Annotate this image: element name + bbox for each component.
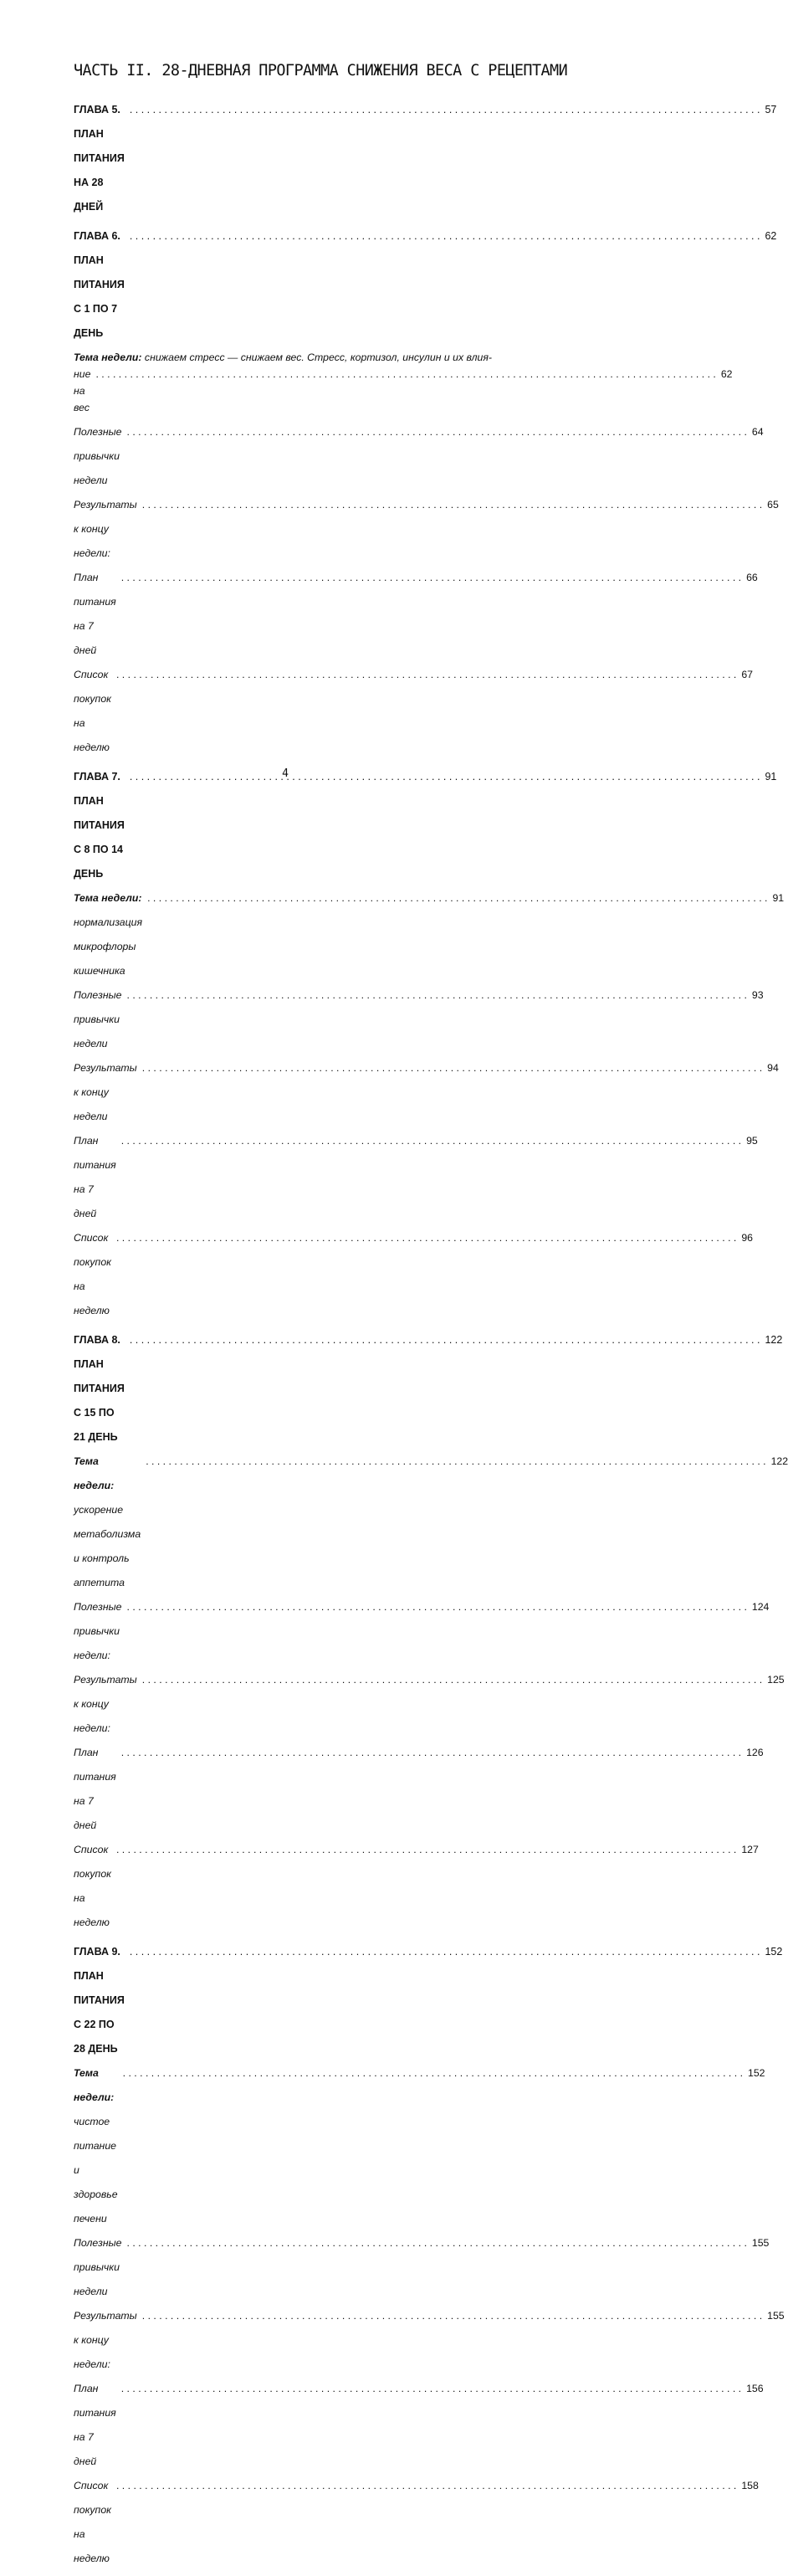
- toc-page-number: 91: [772, 892, 785, 904]
- toc-entry-title: Список покупок на неделю: [74, 2480, 111, 2564]
- toc-page-number: 66: [746, 572, 758, 583]
- leader-dots: [142, 1056, 762, 1080]
- leader-dots: [147, 886, 767, 911]
- toc-entry-habits-week-4[interactable]: [74, 2231, 770, 2304]
- toc-entry-results-week-3[interactable]: [74, 1668, 785, 1741]
- toc-entry-chapter-7[interactable]: [74, 765, 777, 886]
- toc-page-number: 122: [765, 1334, 783, 1346]
- toc-entry-title: План питания на 7 дней: [74, 2383, 116, 2467]
- chapter-8-group: [74, 1328, 788, 1935]
- toc-entry-plan-week-3[interactable]: [74, 1741, 764, 1838]
- toc-entry-habits-week-2[interactable]: [74, 983, 764, 1056]
- leader-dots: [121, 1741, 741, 1765]
- leader-dots: [130, 1940, 760, 1964]
- leader-dots: [116, 663, 736, 687]
- toc-page-number: 64: [751, 426, 764, 438]
- chapter-9-group: [74, 1940, 785, 2571]
- leader-dots: [116, 1838, 736, 1862]
- toc-entry-chapter-5[interactable]: [74, 98, 777, 219]
- toc-entry-shopping-week-3[interactable]: [74, 1838, 759, 1935]
- theme-line-1: [74, 349, 524, 366]
- leader-dots: [127, 2231, 747, 2255]
- theme-text: снижаем стресс — снижаем вес. Стресс, кортизол, инсулин и их влия-: [144, 352, 493, 363]
- leader-dots: [121, 566, 741, 590]
- toc-page-number: 127: [741, 1844, 759, 1855]
- page-number: 4: [282, 767, 289, 780]
- leader-dots: [142, 1668, 762, 1692]
- toc-entry-results-week-1[interactable]: [74, 493, 779, 566]
- toc-entry-chapter-9[interactable]: [74, 1940, 783, 2061]
- leader-dots: [95, 366, 715, 382]
- leader-dots: [142, 2304, 762, 2328]
- toc-entry-title: План питания на 7 дней: [74, 1135, 116, 1219]
- toc-page-number: 158: [741, 2480, 759, 2491]
- toc-entry-title: Полезные привычки недели: [74, 426, 122, 486]
- toc-page-number: 122: [770, 1455, 788, 1467]
- toc-entry-chapter-6[interactable]: [74, 224, 777, 346]
- chapter-5-group: [74, 98, 777, 219]
- theme-label: Тема недели:: [74, 892, 142, 904]
- theme-label: Тема недели:: [74, 352, 142, 363]
- toc-page-number: 91: [765, 771, 777, 783]
- toc-page-number: 62: [765, 230, 777, 242]
- theme-text-continued: ние на вес: [74, 368, 91, 413]
- toc-entry-title: ГЛАВА 6. ПЛАН ПИТАНИЯ С 1 ПО 7 ДЕНЬ: [74, 230, 125, 339]
- theme-label: Тема недели:: [74, 2067, 115, 2103]
- table-of-contents: [74, 98, 788, 2576]
- toc-page-number: 126: [746, 1747, 764, 1758]
- toc-page-number: 94: [767, 1062, 779, 1074]
- leader-dots: [116, 2474, 736, 2498]
- leader-dots: [123, 2061, 743, 2086]
- toc-entry-title: План питания на 7 дней: [74, 572, 116, 656]
- toc-entry-title: План питания на 7 дней: [74, 1747, 116, 1831]
- theme-line-2: [74, 366, 733, 416]
- toc-page-number: 152: [765, 1946, 783, 1958]
- theme-text: чистое питание и здоровье печени: [74, 2116, 118, 2224]
- leader-dots: [146, 1450, 765, 1474]
- toc-entry-title: Результаты к концу недели:: [74, 2310, 137, 2370]
- toc-page-number: 95: [746, 1135, 758, 1147]
- toc-entry-title: ГЛАВА 8. ПЛАН ПИТАНИЯ С 15 ПО 21 ДЕНЬ: [74, 1334, 125, 1443]
- theme-label: Тема недели:: [74, 1455, 115, 1491]
- toc-entry-title: Список покупок на неделю: [74, 1232, 111, 1316]
- toc-page-number: 96: [741, 1232, 754, 1244]
- toc-entry-results-week-2[interactable]: [74, 1056, 779, 1129]
- toc-page-number: 93: [751, 989, 764, 1001]
- toc-entry-title: Результаты к концу недели:: [74, 1674, 137, 1734]
- theme-wrap: [74, 1450, 141, 1595]
- toc-entry-plan-week-1[interactable]: [74, 566, 758, 663]
- toc-entry-title: ГЛАВА 5. ПЛАН ПИТАНИЯ НА 28 ДНЕЙ: [74, 104, 125, 213]
- chapter-6-group: [74, 224, 779, 760]
- toc-page-number: 155: [751, 2237, 770, 2249]
- leader-dots: [130, 224, 760, 249]
- toc-page-number: 65: [767, 499, 779, 511]
- leader-dots: [130, 98, 760, 122]
- toc-entry-chapter-8[interactable]: [74, 1328, 783, 1450]
- chapter-7-group: [74, 765, 785, 1323]
- toc-page-number: 152: [748, 2067, 765, 2079]
- toc-entry-title: Полезные привычки недели: [74, 2237, 122, 2297]
- toc-entry-title: Результаты к концу недели:: [74, 499, 137, 559]
- toc-entry-shopping-week-2[interactable]: [74, 1226, 754, 1323]
- leader-dots: [127, 1595, 747, 1619]
- leader-dots: [130, 1328, 760, 1352]
- toc-entry-results-week-4[interactable]: [74, 2304, 785, 2377]
- toc-page-number: 156: [746, 2383, 764, 2394]
- toc-entry-plan-week-4[interactable]: [74, 2377, 764, 2474]
- theme-wrap: [74, 2061, 118, 2231]
- toc-entry-title: ГЛАВА 9. ПЛАН ПИТАНИЯ С 22 ПО 28 ДЕНЬ: [74, 1946, 125, 2055]
- toc-entry-shopping-week-1[interactable]: [74, 663, 754, 760]
- toc-entry-theme-week-4[interactable]: [74, 2061, 765, 2231]
- toc-entry-plan-week-2[interactable]: [74, 1129, 758, 1226]
- leader-dots: [127, 420, 747, 444]
- toc-entry-title: Список покупок на неделю: [74, 669, 111, 753]
- theme-text: ускорение метаболизма и контроль аппетита: [74, 1504, 141, 1588]
- toc-entry-habits-week-1[interactable]: [74, 420, 764, 493]
- toc-entry-theme-week-1[interactable]: [74, 346, 733, 420]
- toc-entry-title: Результаты к концу недели: [74, 1062, 137, 1122]
- toc-page-number: 125: [767, 1674, 785, 1686]
- toc-entry-title: Полезные привычки недели: [74, 989, 122, 1049]
- toc-page-number: 57: [765, 104, 777, 115]
- toc-page-number: 124: [751, 1601, 770, 1613]
- toc-page-number: 155: [767, 2310, 785, 2322]
- toc-entry-theme-week-2[interactable]: [74, 886, 785, 983]
- toc-entry-habits-week-3[interactable]: [74, 1595, 770, 1668]
- toc-entry-title: Полезные привычки недели:: [74, 1601, 122, 1661]
- toc-entry-title: Список покупок на неделю: [74, 1844, 111, 1928]
- leader-dots: [121, 1129, 741, 1153]
- leader-dots: [127, 983, 747, 1008]
- toc-entry-shopping-week-4[interactable]: [74, 2474, 759, 2571]
- toc-page-number: 67: [741, 669, 754, 680]
- toc-entry-theme-week-3[interactable]: [74, 1450, 788, 1595]
- leader-dots: [121, 2377, 741, 2401]
- part-title: ЧАСТЬ II. 28-ДНЕВНАЯ ПРОГРАММА СНИЖЕНИЯ ВЕСА С РЕЦЕПТАМИ: [74, 62, 568, 80]
- theme-wrap: [74, 886, 142, 983]
- leader-dots: [116, 1226, 736, 1250]
- toc-entry-title: ГЛАВА 7. ПЛАН ПИТАНИЯ С 8 ПО 14 ДЕНЬ: [74, 771, 125, 880]
- theme-text: нормализация микрофлоры кишечника: [74, 916, 143, 977]
- leader-dots: [142, 493, 762, 517]
- toc-page-number: 62: [720, 368, 733, 380]
